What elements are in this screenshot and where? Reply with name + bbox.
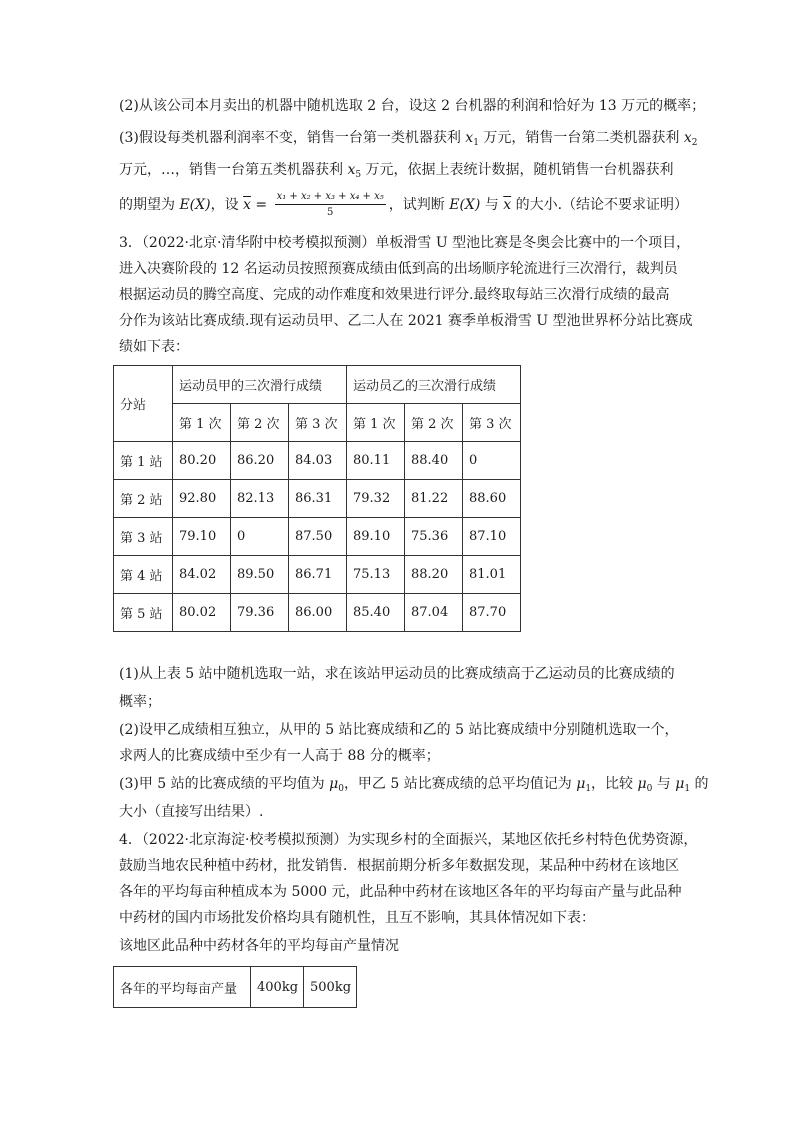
q4-stem-line3: 各年的平均每亩种植成本为 5000 元，此品种中药材在该地区各年的平均每亩产量与此品种	[119, 884, 682, 900]
table-cell: 86.31	[289, 480, 347, 518]
text-span: 的期望为	[119, 197, 180, 213]
table-cell: 79.36	[231, 594, 289, 632]
math-mu: μ	[637, 776, 647, 792]
math-sub: 0	[646, 784, 653, 794]
q3-part3-line2: 大小（直接写出结果）.	[119, 804, 264, 820]
q3-stem-line2: 进入决赛阶段的 12 名运动员按照预赛成绩由低到高的出场顺序轮流进行三次滑行，裁判员	[119, 261, 678, 277]
q3-part3-line1	[119, 774, 709, 799]
math-expectation: E(X)	[179, 197, 211, 213]
fraction-numerator: x₁ + x₂ + x₃ + x₄ + x₅	[275, 190, 386, 205]
table-cell: 81.22	[405, 480, 463, 518]
table-row	[114, 967, 357, 1008]
math-var: x	[347, 162, 356, 178]
q3-stem-line4: 分作为该站比赛成绩.现有运动员甲、乙二人在 2021 赛季单板滑雪 U 型池世界杯分站比赛成	[119, 313, 693, 329]
table-cell: 86.00	[289, 594, 347, 632]
q2-part2-text: (2)从该公司本月卖出的机器中随机选取 2 台，设这 2 台机器的利润和恰好为 13 万元的概率；	[119, 98, 706, 114]
math-sub: 0	[338, 784, 344, 794]
q3-part1-line2: 概率；	[119, 694, 161, 710]
subheader-cell: 第 3 次	[463, 404, 521, 442]
fraction-denominator: 5	[326, 206, 334, 218]
table-row	[114, 480, 521, 518]
text-span: (3)甲 5 站的比赛成绩的平均值为	[119, 776, 330, 792]
table-cell: 75.36	[405, 518, 463, 556]
row-label: 第 1 站	[114, 442, 173, 480]
table-cell: 0	[231, 518, 289, 556]
group-header-b: 运动员乙的三次滑行成绩	[347, 366, 521, 404]
table-cell: 84.03	[289, 442, 347, 480]
table-cell: 89.10	[347, 518, 405, 556]
math-expectation: E(X)	[449, 197, 481, 213]
table-cell: 75.13	[347, 556, 405, 594]
q3-stem-line5: 绩如下表：	[119, 339, 189, 355]
row-label: 第 4 站	[114, 556, 173, 594]
subheader-cell: 第 1 次	[173, 404, 231, 442]
table-cell: 400kg	[251, 967, 304, 1008]
table-row	[114, 442, 521, 480]
table-cell: 87.70	[463, 594, 521, 632]
q4-stem-line4: 中药材的国内市场批发价格均具有随机性，且互不影响，其具体情况如下表：	[119, 910, 595, 926]
text-span: 的大小.（结论不要求证明）	[511, 197, 689, 213]
table-cell: 86.71	[289, 556, 347, 594]
math-sub: 1	[585, 784, 592, 794]
math-var: x	[683, 130, 692, 146]
q3-part2-line1: (2)设甲乙成绩相互独立，从甲的 5 站比赛成绩和乙的 5 站比赛成绩中分别随机选取一个，	[119, 722, 679, 738]
text-span: ，试判断	[388, 197, 450, 213]
row-label: 各年的平均每亩产量	[114, 967, 251, 1008]
q4-stem-line1: 4．（2022·北京海淀·校考模拟预测）为实现乡村的全面振兴，某地区依托乡村特色优势资源，	[119, 832, 698, 848]
table-corner: 分站	[114, 366, 173, 442]
table-cell: 88.40	[405, 442, 463, 480]
table-cell: 88.20	[405, 556, 463, 594]
table-cell: 81.01	[463, 556, 521, 594]
table-cell: 80.02	[173, 594, 231, 632]
text-span: 与	[480, 197, 504, 213]
group-header-a: 运动员甲的三次滑行成绩	[173, 366, 347, 404]
math-mu: μ	[675, 776, 685, 792]
text-span: 万元，依据上表统计数据，随机销售一台机器获利	[361, 162, 674, 178]
math-mu: μ	[329, 776, 339, 792]
subheader-cell: 第 2 次	[405, 404, 463, 442]
table-cell: 500kg	[304, 967, 357, 1008]
table-cell: 0	[463, 442, 521, 480]
math-sub: 1	[684, 784, 691, 794]
text-span: (3)假设每类机器利润率不变，销售一台第一类机器获利	[119, 130, 466, 146]
q4-table-caption: 该地区此品种中药材各年的平均每亩产量情况	[119, 938, 399, 954]
text-span: 万元，销售一台第二类机器获利	[478, 130, 684, 146]
table-cell: 87.04	[405, 594, 463, 632]
table-cell: 80.11	[347, 442, 405, 480]
text-span: ，比较	[591, 776, 638, 792]
math-xbar: $\overline{x}$	[243, 197, 251, 213]
table-cell: 88.60	[463, 480, 521, 518]
table-row	[114, 556, 521, 594]
table-cell: 92.80	[173, 480, 231, 518]
table-cell: 87.50	[289, 518, 347, 556]
math-xbar: $\overline{x}$	[503, 197, 512, 213]
row-label: 第 2 站	[114, 480, 173, 518]
q3-part2-line2: 求两人的比赛成绩中至少有一人高于 88 分的概率；	[119, 748, 440, 764]
q2-part3-line1	[119, 128, 697, 153]
subheader-cell: 第 3 次	[289, 404, 347, 442]
yield-table	[113, 966, 357, 1008]
table-cell: 87.10	[463, 518, 521, 556]
row-label: 第 3 站	[114, 518, 173, 556]
text-span: 的	[690, 776, 709, 792]
table-cell: 85.40	[347, 594, 405, 632]
text-span: ，甲乙 5 站比赛成绩的总平均值记为	[343, 776, 577, 792]
q3-stem-line1: 3．（2022·北京·清华附中校考模拟预测）单板滑雪 U 型池比赛是冬奥会比赛中的一个项目，	[119, 235, 691, 251]
table-cell: 80.20	[173, 442, 231, 480]
score-table	[113, 365, 521, 632]
table-cell: 89.50	[231, 556, 289, 594]
text-span: 与	[652, 776, 676, 792]
q2-part3-line3	[119, 188, 688, 222]
text-span: =	[250, 197, 272, 213]
q4-stem-line2: 鼓励当地农民种植中药材，批发销售．根据前期分析多年数据发现，某品种中药材在该地区	[119, 858, 679, 874]
math-sub: 2	[691, 138, 698, 148]
table-cell: 79.32	[347, 480, 405, 518]
q3-stem-line3: 根据运动员的腾空高度、完成的动作难度和效果进行评分.最终取每站三次滑行成绩的最高	[119, 287, 670, 303]
math-sub: 5	[355, 170, 362, 180]
text-span: 万元，…，销售一台第五类机器获利	[119, 162, 348, 178]
table-row	[114, 518, 521, 556]
table-cell: 84.02	[173, 556, 231, 594]
q2-part3-line2	[119, 160, 674, 185]
math-fraction	[275, 190, 386, 221]
math-sub: 1	[473, 138, 479, 148]
subheader-cell: 第 1 次	[347, 404, 405, 442]
subheader-cell: 第 2 次	[231, 404, 289, 442]
math-mu: μ	[576, 776, 586, 792]
row-label: 第 5 站	[114, 594, 173, 632]
table-cell: 82.13	[231, 480, 289, 518]
table-cell: 79.10	[173, 518, 231, 556]
text-span: ，设	[210, 197, 244, 213]
table-row	[114, 594, 521, 632]
table-cell: 86.20	[231, 442, 289, 480]
q3-part1-line1: (1)从上表 5 站中随机选取一站，求在该站甲运动员的比赛成绩高于乙运动员的比赛成绩的	[119, 666, 675, 682]
math-var: x	[465, 130, 474, 146]
